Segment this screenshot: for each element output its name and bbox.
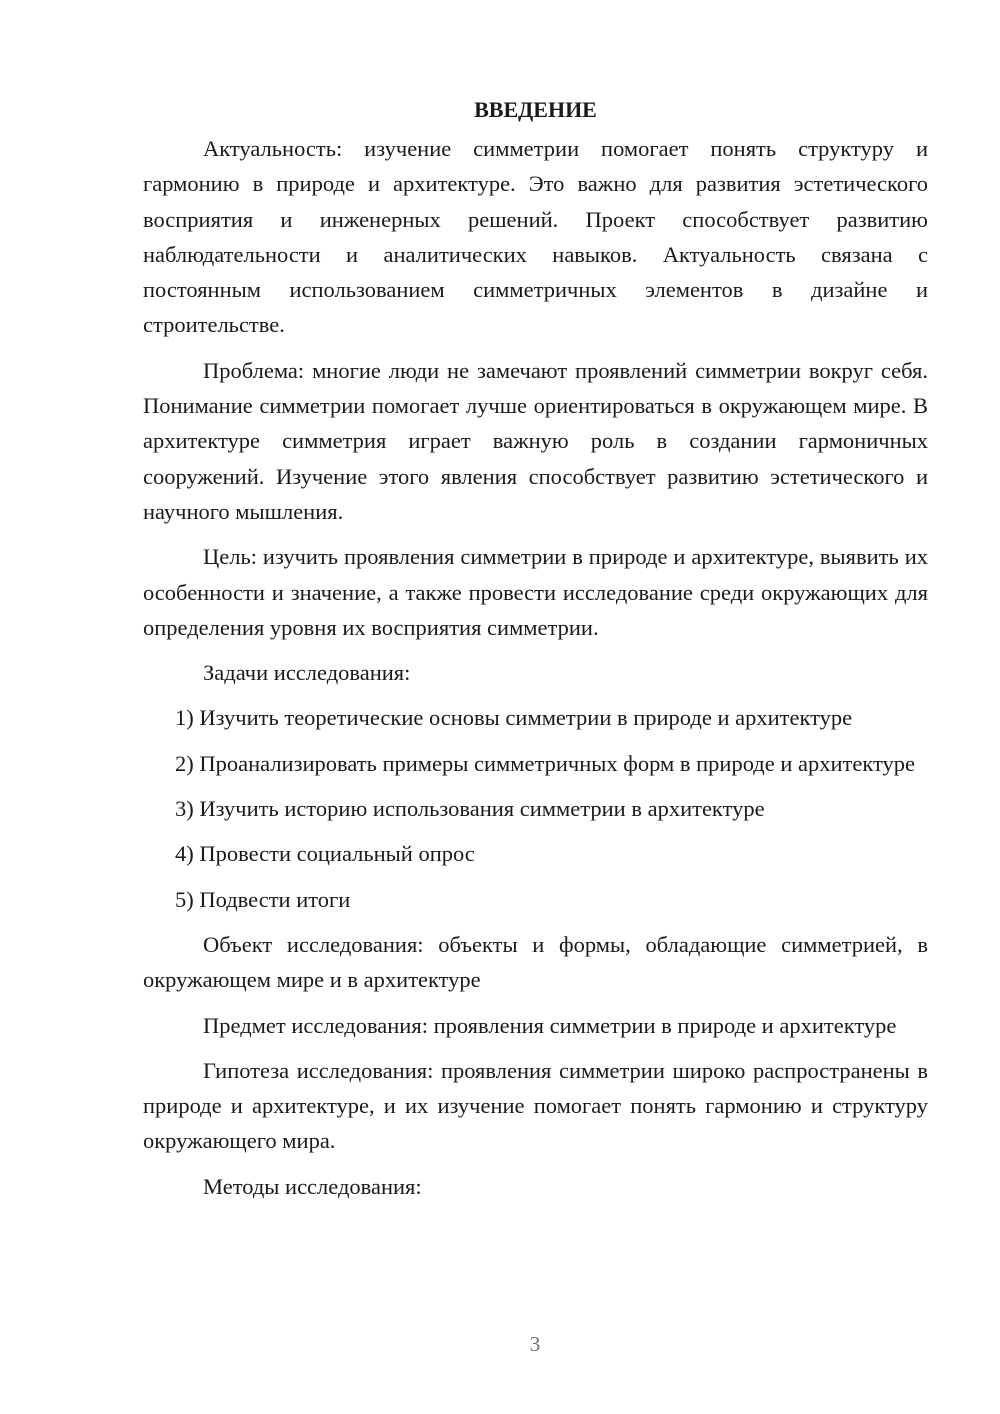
task-item-5: 5) Подвести итоги bbox=[175, 886, 351, 912]
paragraph-object: Объект исследования: объекты и формы, обладающие симметрией, в окружающем мире и в архитектуре bbox=[143, 931, 928, 993]
task-item-3: 3) Изучить историю использования симметрии в архитектуре bbox=[175, 796, 765, 822]
task-item-4: 4) Провести социальный опрос bbox=[175, 841, 475, 867]
task-item-2: 2) Проанализировать примеры симметричных форм в природе и архитектуре bbox=[175, 750, 916, 776]
paragraph-goal: Цель: изучить проявления симметрии в природе и архитектуре, выявить их особенности и значение, а также провести исследование среди окружающих для определения уровня их восприятия симметрии. bbox=[143, 544, 928, 640]
paragraph-hypothesis: Гипотеза исследования: проявления симметрии широко распространены в природе и архитектуре, и их изучение помогает понять гармонию и структуру окружающего мира. bbox=[143, 1057, 928, 1154]
page-content bbox=[143, 92, 928, 1214]
paragraph-tasks-heading: Задачи исследования: bbox=[203, 660, 411, 686]
paragraph-relevance: Актуальность: изучение симметрии помогает понять структуру и гармонию в природе и архитектуре. Это важно для развития эстетического восприятия и инженерных решений. Проект способствует развитию наблюдательности и аналитических навыков. Актуальность связана с постоянным использованием симметричных элементов в дизайне и строительстве. bbox=[143, 136, 928, 338]
task-item-1: 1) Изучить теоретические основы симметрии в природе и архитектуре bbox=[175, 705, 853, 731]
section-title: ВВЕДЕНИЕ bbox=[474, 97, 597, 122]
paragraph-problem: Проблема: многие люди не замечают проявлений симметрии вокруг себя. Понимание симметрии помогает лучше ориентироваться в окружающем мире. В архитектуре симметрия играет важную роль в создании гармоничных сооружений. Изучение этого явления способствует развитию эстетического и научного мышления. bbox=[143, 357, 928, 524]
page-number: 3 bbox=[529, 1332, 541, 1356]
paragraph-subject: Предмет исследования: проявления симметрии в природе и архитектуре bbox=[203, 1012, 897, 1038]
paragraph-methods: Методы исследования: bbox=[203, 1173, 422, 1199]
